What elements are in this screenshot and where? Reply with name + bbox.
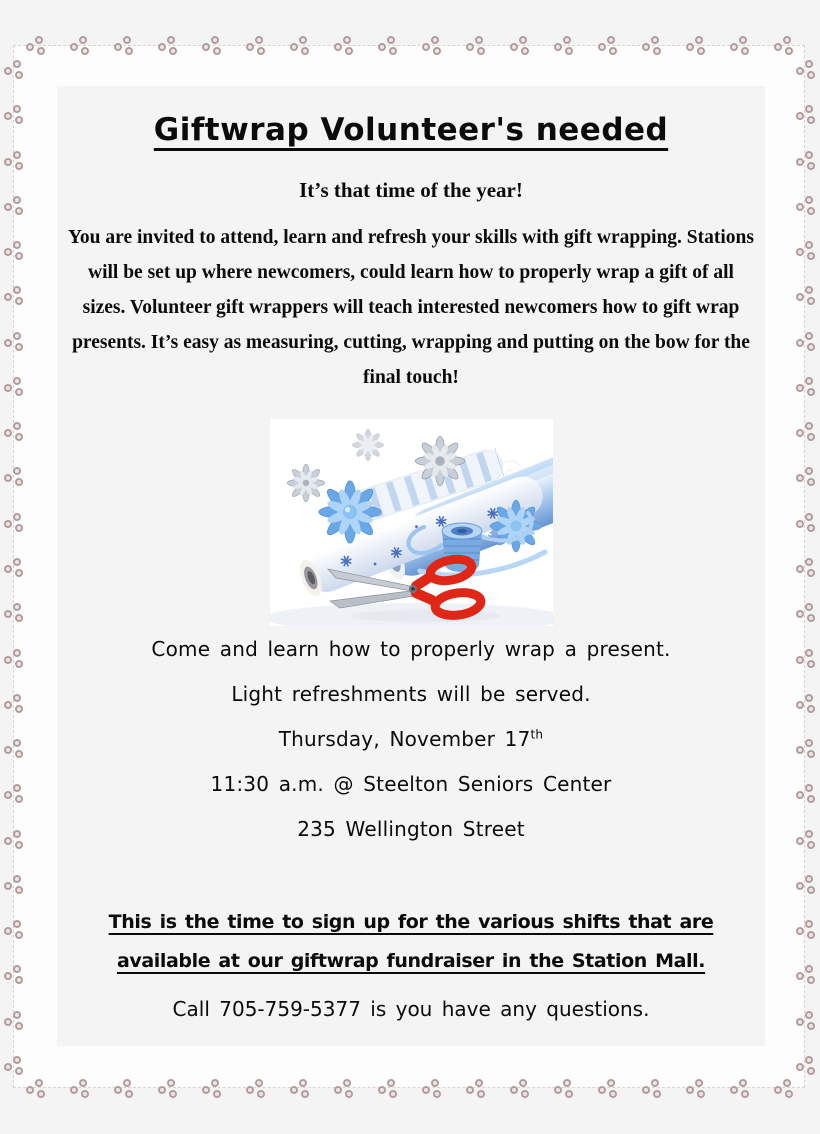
photo-illustration: [270, 419, 553, 626]
event-date: [57, 727, 765, 751]
flower-dots-cluster: [378, 36, 398, 56]
flower-dots-cluster: [202, 36, 222, 56]
flower-dots-cluster: [26, 1079, 46, 1099]
flower-dots-cluster: [774, 36, 794, 56]
flower-dots-cluster: [158, 1079, 178, 1099]
detail-refreshments: Light refreshments will be served.: [231, 682, 591, 706]
flower-dots-cluster: [774, 1079, 794, 1099]
flower-dots-cluster: [796, 784, 816, 804]
flower-dots-cluster: [554, 36, 574, 56]
flower-dots-cluster: [796, 377, 816, 397]
flower-dots-cluster: [4, 965, 24, 985]
flower-dots-cluster: [4, 60, 24, 80]
flower-dots-cluster: [796, 286, 816, 306]
flower-dots-cluster: [290, 36, 310, 56]
page-title: Giftwrap Volunteer's needed: [153, 112, 669, 148]
flower-dots-cluster: [796, 151, 816, 171]
flower-dots-cluster: [686, 36, 706, 56]
flower-dots-cluster: [466, 1079, 486, 1099]
event-time-place: 11:30 a.m. @ Steelton Seniors Center: [210, 772, 612, 796]
flower-dots-cluster: [4, 694, 24, 714]
flower-dots-cluster: [334, 1079, 354, 1099]
contact-phone-line: Call 705-759-5377 is you have any questions.: [172, 997, 650, 1021]
flower-dots-cluster: [4, 558, 24, 578]
flower-dots-cluster: [796, 830, 816, 850]
flower-dots-cluster: [246, 36, 266, 56]
flower-dots-cluster: [796, 332, 816, 352]
flower-dots-cluster: [510, 36, 530, 56]
flower-dots-cluster: [796, 196, 816, 216]
flower-dots-cluster: [796, 739, 816, 759]
flower-dots-cluster: [510, 1079, 530, 1099]
detail-come-learn: Come and learn how to properly wrap a present.: [151, 637, 671, 661]
flower-dots-cluster: [4, 1011, 24, 1031]
flower-dots-cluster: [4, 286, 24, 306]
flower-dots-cluster: [422, 1079, 442, 1099]
event-address: 235 Wellington Street: [297, 817, 525, 841]
flower-dots-cluster: [4, 875, 24, 895]
flower-dots-cluster: [466, 36, 486, 56]
flower-dots-cluster: [4, 739, 24, 759]
flower-dots-cluster: [290, 1079, 310, 1099]
flower-dots-cluster: [4, 920, 24, 940]
flower-dots-cluster: [796, 875, 816, 895]
flower-dots-cluster: [796, 467, 816, 487]
flower-dots-cluster: [796, 513, 816, 533]
flyer-content: [57, 86, 765, 1046]
flower-dots-cluster: [4, 422, 24, 442]
flower-dots-cluster: [598, 36, 618, 56]
event-date-ordinal: th: [530, 727, 544, 742]
flower-dots-cluster: [4, 105, 24, 125]
flower-dots-cluster: [598, 1079, 618, 1099]
flower-dots-cluster: [642, 1079, 662, 1099]
flower-dots-cluster: [730, 1079, 750, 1099]
flower-dots-cluster: [4, 513, 24, 533]
flower-dots-cluster: [4, 241, 24, 261]
signup-line-2: available at our giftwrap fundraiser in the Station Mall.: [116, 950, 706, 972]
flower-dots-cluster: [334, 36, 354, 56]
flower-dots-cluster: [796, 422, 816, 442]
intro-paragraph: You are invited to attend, learn and refresh your skills with gift wrapping. Stations will be set up where newcomers, could learn how to properly wrap a gift of all sizes. Volunteer gift wrappers will teach interested newcomers how to gift wrap presents. It’s easy as measuring, cutting, wrapping and putting on the bow for the final touch!: [68, 227, 754, 388]
flower-dots-cluster: [642, 36, 662, 56]
flower-dots-cluster: [26, 36, 46, 56]
flower-dots-cluster: [4, 649, 24, 669]
gift-wrapping-supplies-photo: [270, 419, 553, 626]
flower-dots-cluster: [114, 1079, 134, 1099]
flower-dots-cluster: [796, 105, 816, 125]
flower-dots-cluster: [796, 241, 816, 261]
flower-dots-cluster: [554, 1079, 574, 1099]
signup-line-1: This is the time to sign up for the various shifts that are: [108, 911, 714, 933]
flower-dots-cluster: [4, 603, 24, 623]
flower-dots-cluster: [730, 36, 750, 56]
event-date-main: Thursday, November 17: [278, 727, 531, 751]
flower-dots-cluster: [70, 36, 90, 56]
flower-dots-cluster: [796, 558, 816, 578]
flower-dots-cluster: [4, 151, 24, 171]
flower-dots-cluster: [796, 920, 816, 940]
flower-dots-cluster: [796, 60, 816, 80]
flower-dots-cluster: [4, 196, 24, 216]
flower-dots-cluster: [796, 1056, 816, 1076]
flower-dots-cluster: [4, 1056, 24, 1076]
flower-dots-cluster: [796, 694, 816, 714]
flower-dots-cluster: [422, 36, 442, 56]
flower-dots-cluster: [158, 36, 178, 56]
flower-dots-cluster: [796, 965, 816, 985]
flower-dots-cluster: [114, 36, 134, 56]
flower-dots-cluster: [378, 1079, 398, 1099]
flower-dots-cluster: [4, 332, 24, 352]
flower-dots-cluster: [686, 1079, 706, 1099]
flower-dots-cluster: [4, 467, 24, 487]
flower-dots-cluster: [4, 830, 24, 850]
flower-dots-cluster: [70, 1079, 90, 1099]
subtitle: It’s that time of the year!: [299, 178, 523, 202]
flower-dots-cluster: [796, 1011, 816, 1031]
flower-dots-cluster: [202, 1079, 222, 1099]
flower-dots-cluster: [796, 649, 816, 669]
flower-dots-cluster: [4, 784, 24, 804]
flower-dots-cluster: [796, 603, 816, 623]
flower-dots-cluster: [4, 377, 24, 397]
flower-dots-cluster: [246, 1079, 266, 1099]
signup-callout: [57, 903, 765, 981]
